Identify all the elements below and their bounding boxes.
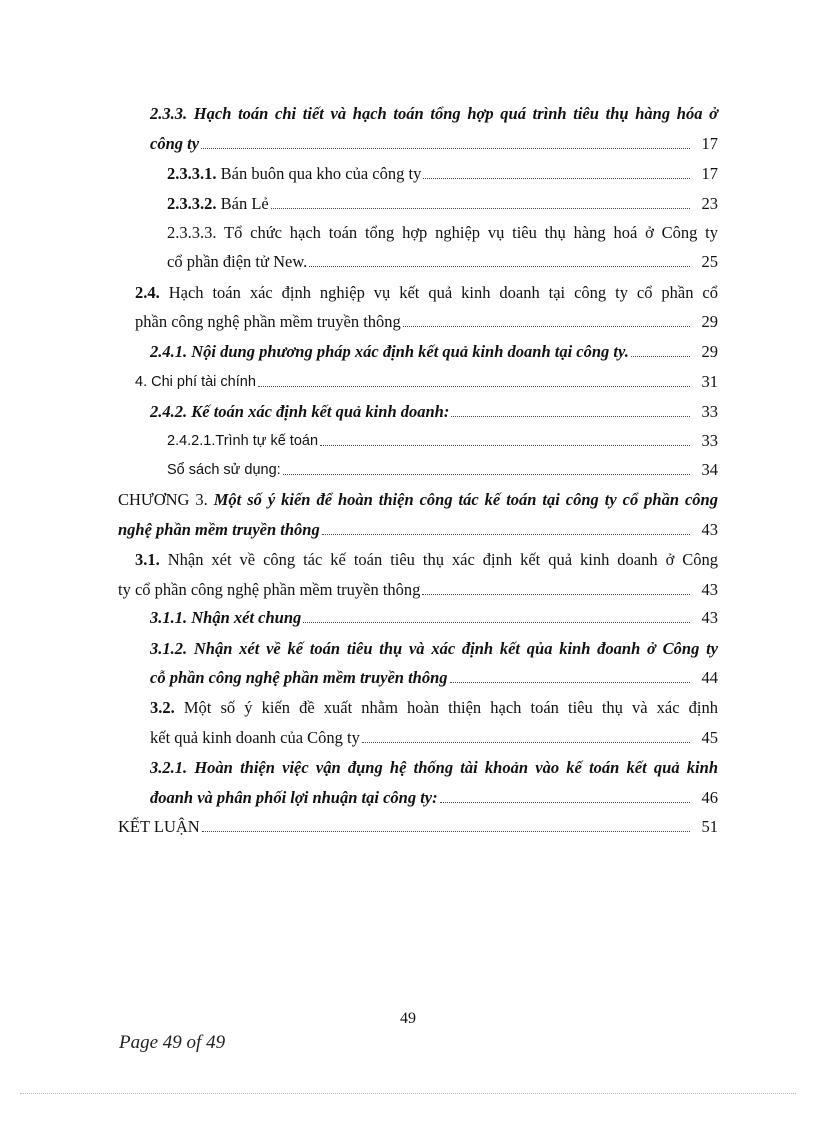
dot-leader bbox=[423, 178, 690, 179]
toc-entry-text bbox=[150, 667, 448, 689]
toc-entry-text bbox=[118, 519, 320, 541]
toc-page-number: 34 bbox=[701, 460, 718, 479]
toc-entry-text bbox=[150, 638, 718, 660]
toc-page-number: 33 bbox=[701, 402, 718, 421]
toc-entry[interactable] bbox=[150, 339, 718, 363]
toc-text-segment: 2.3.3.2. bbox=[167, 194, 221, 213]
dot-leader bbox=[202, 831, 690, 832]
dot-leader bbox=[451, 416, 690, 417]
toc-entry-text bbox=[150, 757, 718, 779]
dot-leader bbox=[322, 534, 690, 535]
toc-entry-line[interactable] bbox=[150, 755, 718, 779]
toc-entry-line[interactable] bbox=[118, 487, 718, 511]
toc-entry-text bbox=[150, 787, 438, 809]
toc-text-segment: 3.2.1. Hoàn thiện việc vận đụng hệ thống tài khoản vào kế toán kết quả kinh bbox=[150, 758, 718, 777]
toc-entry[interactable] bbox=[150, 725, 718, 749]
toc-text-segment: 2.4.2.1.Trình tự kế toán bbox=[167, 433, 319, 449]
toc-entry-text bbox=[167, 458, 281, 481]
toc-entry-line[interactable] bbox=[135, 280, 718, 304]
toc-page-number: 43 bbox=[701, 608, 718, 627]
dot-leader bbox=[258, 386, 690, 387]
toc-text-segment: đoanh và phân phối lợi nhuận tại công ty: bbox=[150, 788, 438, 807]
toc-entry[interactable] bbox=[150, 131, 718, 155]
toc-text-segment: 2.3.3. Hạch toán chi tiết và hạch toán tổng hợp quá trình tiêu thụ hàng hóa ở bbox=[150, 104, 718, 123]
toc-text-segment: CHƯƠNG 3. bbox=[118, 490, 214, 509]
toc-entry-text bbox=[118, 816, 200, 838]
dot-leader bbox=[309, 266, 690, 267]
page-footer: Page 49 of 49 bbox=[119, 1032, 226, 1053]
page-number: 49 bbox=[400, 1010, 416, 1027]
toc-entry-text bbox=[150, 727, 360, 749]
toc-page-number: 17 bbox=[701, 164, 718, 183]
toc-entry-line[interactable] bbox=[150, 636, 718, 660]
toc-entry-text bbox=[150, 401, 449, 423]
toc-text-segment: Một số ý kiến đề xuất nhằm hoàn thiện hạch toán tiêu thụ và xác định bbox=[183, 698, 719, 717]
toc-entry[interactable] bbox=[167, 249, 718, 273]
toc-entry-text bbox=[150, 133, 199, 155]
toc-entry[interactable] bbox=[150, 605, 718, 629]
toc-entry-text bbox=[135, 282, 718, 304]
toc-text-segment: Bán Lẻ bbox=[220, 194, 269, 213]
dot-leader bbox=[320, 445, 690, 446]
toc-text-segment: 3.1. bbox=[135, 550, 168, 569]
dot-leader bbox=[303, 622, 690, 623]
toc-entry-line[interactable] bbox=[150, 101, 718, 125]
toc-entry-text bbox=[167, 222, 718, 244]
toc-text-segment: Hạch toán xác định nghiệp vụ kết quả kinh doanh tại công ty cổ phần cổ bbox=[168, 283, 719, 302]
toc-page-number: 33 bbox=[701, 431, 718, 450]
toc-page-number: 43 bbox=[701, 580, 718, 599]
toc-entry[interactable] bbox=[167, 161, 718, 185]
toc-entry-text bbox=[150, 103, 718, 125]
toc-entry[interactable] bbox=[150, 399, 718, 423]
toc-text-segment: nghệ phần mềm truyền thông bbox=[118, 520, 320, 539]
toc-entry[interactable] bbox=[150, 785, 718, 809]
toc-entry[interactable] bbox=[135, 309, 718, 333]
dot-leader bbox=[440, 802, 690, 803]
toc-text-segment: 4. Chi phí tài chính bbox=[135, 374, 256, 390]
toc-entry-line[interactable] bbox=[135, 547, 718, 571]
toc-page-number: 31 bbox=[701, 372, 718, 391]
toc-text-segment: 2.3.3.3. Tổ chức hạch toán tổng hợp nghiệp vụ tiêu thụ hàng hoá ở Công ty bbox=[167, 223, 718, 242]
toc-text-segment: cổ phần điện tử New. bbox=[167, 252, 308, 271]
toc-page-number: 43 bbox=[701, 520, 718, 539]
toc-entry[interactable] bbox=[118, 814, 718, 838]
toc-text-segment: 3.1.1. Nhận xét chung bbox=[150, 608, 302, 627]
toc-entry-text bbox=[135, 370, 256, 393]
toc-page-number: 29 bbox=[701, 312, 718, 331]
toc-text-segment: Sổ sách sử dụng: bbox=[167, 462, 281, 478]
toc-text-segment: Bán buôn qua kho của công ty bbox=[220, 164, 422, 183]
dot-leader bbox=[450, 682, 690, 683]
toc-entry[interactable] bbox=[150, 665, 718, 689]
dot-leader bbox=[283, 474, 690, 475]
toc-entry-text bbox=[167, 163, 421, 185]
dot-leader bbox=[362, 742, 690, 743]
toc-entry-text bbox=[150, 607, 301, 629]
toc-entry-text bbox=[167, 251, 307, 273]
toc-text-segment: 2.4.2. Kế toán xác định kết quả kinh doanh: bbox=[150, 402, 450, 421]
toc-text-segment: 2.4. bbox=[135, 283, 169, 302]
dot-leader bbox=[631, 356, 690, 357]
toc-page-number: 25 bbox=[701, 252, 718, 271]
toc-text-segment: 2.3.3.1. bbox=[167, 164, 221, 183]
dot-leader bbox=[403, 326, 690, 327]
toc-page-number: 29 bbox=[701, 342, 718, 361]
toc-text-segment: 3.2. bbox=[150, 698, 184, 717]
dot-leader bbox=[271, 208, 690, 209]
toc-text-segment: KẾT LUẬN bbox=[118, 817, 200, 836]
toc-entry-text bbox=[135, 549, 718, 571]
toc-text-segment: kết quả kinh doanh của Công ty bbox=[150, 728, 360, 747]
toc-entry-text bbox=[150, 341, 629, 363]
toc-text-segment: 3.1.2. Nhận xét về kế toán tiêu thụ và xác định kết qủa kinh đoanh ở Công ty bbox=[150, 639, 718, 658]
toc-entry-text bbox=[118, 489, 718, 511]
toc-entry-text bbox=[150, 697, 718, 719]
toc-page-number: 23 bbox=[701, 194, 718, 213]
toc-entry-text bbox=[167, 193, 269, 215]
toc-entry[interactable] bbox=[167, 457, 718, 481]
toc-text-segment: phần công nghệ phần mềm truyền thông bbox=[135, 312, 401, 331]
toc-text-segment: Một số ý kiến để hoàn thiện công tác kế toán tại công ty cổ phần công bbox=[213, 490, 718, 509]
toc-page-number: 51 bbox=[701, 817, 718, 836]
toc-page-number: 46 bbox=[701, 788, 718, 807]
toc-page-number: 44 bbox=[701, 668, 718, 687]
toc-entry-text bbox=[118, 579, 420, 601]
toc-page-number: 45 bbox=[701, 728, 718, 747]
toc-entry-text bbox=[167, 429, 318, 452]
toc-text-segment: công ty bbox=[150, 134, 200, 153]
dot-leader bbox=[201, 148, 690, 149]
toc-text-segment: Nhận xét về công tác kế toán tiêu thụ xác định kết quả kinh doanh ở Công bbox=[167, 550, 719, 569]
toc-entry[interactable] bbox=[118, 577, 718, 601]
toc-entry-line[interactable] bbox=[167, 220, 718, 244]
toc-entry[interactable] bbox=[135, 369, 718, 393]
toc-entry-line[interactable] bbox=[150, 695, 718, 719]
page-bottom-border bbox=[20, 1093, 796, 1094]
toc-entry-text bbox=[135, 311, 401, 333]
toc-entry[interactable] bbox=[167, 191, 718, 215]
toc-text-segment: ty cổ phần công nghệ phần mềm truyền thông bbox=[118, 580, 421, 599]
dot-leader bbox=[422, 594, 690, 595]
toc-entry[interactable] bbox=[167, 428, 718, 452]
toc-text-segment: cỗ phần công nghệ phần mềm truyền thông bbox=[150, 668, 448, 687]
toc-text-segment: 2.4.1. Nội dung phương pháp xác định kết quả kinh doanh tại công ty. bbox=[150, 342, 629, 361]
toc-entry[interactable] bbox=[118, 517, 718, 541]
toc-page-number: 17 bbox=[701, 134, 718, 153]
